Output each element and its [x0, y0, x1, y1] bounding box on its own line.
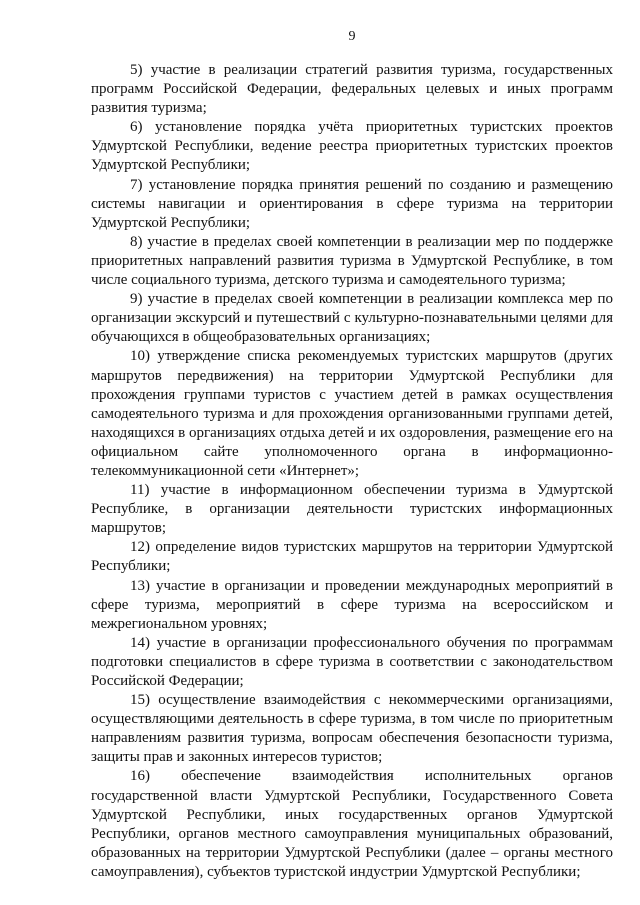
item-text: участие в организации профессионального обучения по программам подготовки специалистов в сфере туризма в соответствии с законодательством Российской Федерации; [91, 634, 613, 689]
item-number: 7) [130, 176, 143, 193]
item-number: 10) [130, 348, 150, 365]
list-item [91, 290, 613, 347]
item-list [91, 61, 613, 882]
item-number: 14) [130, 634, 150, 651]
list-item [91, 691, 613, 767]
item-text: участие в пределах своей компетенции в реализации комплекса мер по организации экскурсий и путешествий с культурно-познавательными целями для обучающихся в общеобразовательных организациях; [91, 291, 614, 346]
list-item [91, 577, 613, 634]
item-number: 13) [130, 577, 150, 594]
list-item [91, 347, 613, 481]
item-text: участие в организации и проведении международных мероприятий в сфере туризма, мероприятий в сфере туризма на всероссийском и межрегиональном уровнях; [91, 577, 613, 632]
item-text: участие в информационном обеспечении туризма в Удмуртской Республике, в организации деятельности туристских информационных маршрутов; [91, 482, 613, 537]
page-number: 9 [348, 29, 356, 44]
item-text: обеспечение взаимодействия исполнительных органов государственной власти Удмуртской Республики, Государственного Совета Удмуртской Республики, иных государственных органов Удмуртской Республики, органов местного самоуправления муниципальных образований, образованных на территории Удмуртской Республики (далее – органы местного самоуправления), субъектов туристской индустрии Удмуртской Республики; [91, 768, 613, 880]
item-text: утверждение списка рекомендуемых туристских маршрутов (других маршрутов передвижения) на территории Удмуртской Республики для прохождения группами туристов с участием детей в рамках осуществления самодеятельного туризма и для прохождения организованными группами детей, находящихся в организациях отдыха детей и их оздоровления, размещение его на официальном сайте уполномоченного органа в информационно-телекоммуникационной сети «Интернет»; [91, 348, 613, 479]
list-item [91, 118, 613, 175]
list-item [91, 233, 613, 290]
item-number: 8) [130, 233, 143, 250]
item-text: установление порядка принятия решений по созданию и размещению системы навигации и ориентирования в сфере туризма на территории Удмуртской Республики; [91, 176, 613, 231]
item-text: определение видов туристских маршрутов на территории Удмуртской Республики; [91, 539, 614, 575]
list-item [91, 61, 613, 118]
list-item [91, 481, 613, 538]
list-item [91, 176, 613, 233]
item-number: 12) [130, 539, 150, 556]
item-number: 5) [130, 62, 143, 78]
item-number: 16) [130, 768, 150, 785]
item-text: установление порядка учёта приоритетных туристских проектов Удмуртской Республики, ведение реестра приоритетных туристских проектов Удмуртской Республики; [91, 119, 613, 174]
item-number: 15) [130, 692, 150, 709]
item-text: участие в реализации стратегий развития туризма, государственных программ Российской Федерации, федеральных целевых и иных программ развития туризма; [91, 62, 613, 117]
list-item [91, 634, 613, 691]
list-item [91, 538, 613, 576]
list-item [91, 767, 613, 882]
item-number: 11) [130, 482, 150, 499]
item-number: 9) [130, 291, 143, 308]
item-text: участие в пределах своей компетенции в реализации мер по поддержке приоритетных направлений развития туризма в Удмуртской Республике, в том числе социального туризма, детского туризма и самодеятельного туризма; [91, 233, 614, 289]
item-number: 6) [130, 119, 143, 136]
item-text: осуществление взаимодействия с некоммерческими организациями, осуществляющими деятельность в сфере туризма, в том числе по приоритетным направлениям развития туризма, вопросам обеспечения безопасности туризма, защиты прав и законных интересов туристов; [91, 692, 613, 766]
